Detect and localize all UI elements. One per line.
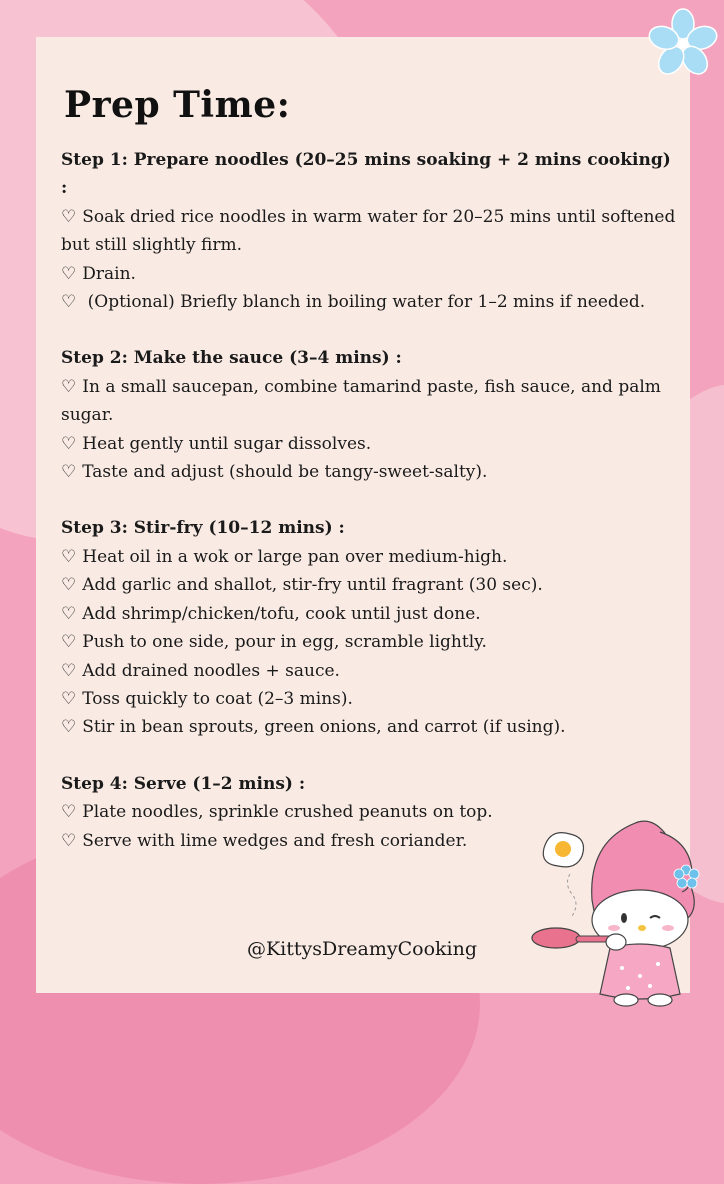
heart-icon: ♡ <box>61 433 77 454</box>
step-heading: Step 4: Serve (1–2 mins) : <box>61 773 306 794</box>
page-title: Prep Time: <box>64 84 291 126</box>
heart-icon: ♡ <box>61 830 77 851</box>
step-1 <box>61 146 681 316</box>
heart-icon: ♡ <box>61 206 77 227</box>
list-item: ♡ Add drained noodles + sauce. <box>61 660 340 681</box>
list-item: ♡ Push to one side, pour in egg, scramble lightly. <box>61 632 487 653</box>
step-3 <box>61 514 681 741</box>
footer-handle: @KittysDreamyCooking <box>246 938 478 960</box>
heart-icon: ♡ <box>61 632 77 653</box>
step-heading: Step 1: Prepare noodles (20–25 mins soaking + 2 mins cooking) : <box>61 150 671 199</box>
heart-icon: ♡ <box>61 376 77 397</box>
list-item: ♡ Plate noodles, sprinkle crushed peanuts on top. <box>61 802 493 823</box>
heart-icon: ♡ <box>61 802 77 823</box>
heart-icon: ♡ <box>61 660 77 681</box>
step-heading: Step 3: Stir-fry (10–12 mins) : <box>61 518 345 539</box>
heart-icon: ♡ <box>61 292 77 313</box>
list-item: ♡ Stir in bean sprouts, green onions, and carrot (if using). <box>61 717 566 738</box>
list-item: ♡ Heat oil in a wok or large pan over medium-high. <box>61 546 508 567</box>
list-item: ♡ Add shrimp/chicken/tofu, cook until just done. <box>61 603 481 624</box>
list-item: ♡ Taste and adjust (should be tangy-sweet-salty). <box>61 462 488 483</box>
heart-icon: ♡ <box>61 688 77 709</box>
list-item: ♡ Add garlic and shallot, stir-fry until fragrant (30 sec). <box>61 575 543 596</box>
heart-icon: ♡ <box>61 263 77 284</box>
egg-icon <box>543 833 583 867</box>
flower-icon <box>648 8 718 78</box>
list-item: ♡ Drain. <box>61 263 136 284</box>
heart-icon: ♡ <box>61 717 77 738</box>
heart-icon: ♡ <box>61 575 77 596</box>
step-heading: Step 2: Make the sauce (3–4 mins) : <box>61 348 402 369</box>
list-item: ♡ Soak dried rice noodles in warm water for 20–25 mins until softened but still slightly firm. <box>61 206 676 256</box>
heart-icon: ♡ <box>61 462 77 483</box>
mascot-chef-icon <box>530 812 710 1012</box>
step-2 <box>61 344 681 486</box>
list-item: ♡ In a small saucepan, combine tamarind paste, fish sauce, and palm sugar. <box>61 376 661 426</box>
recipe-steps <box>61 146 681 883</box>
list-item: ♡ Serve with lime wedges and fresh coriander. <box>61 830 468 851</box>
heart-icon: ♡ <box>61 546 77 567</box>
list-item: ♡ Toss quickly to coat (2–3 mins). <box>61 688 353 709</box>
list-item: ♡ (Optional) Briefly blanch in boiling water for 1–2 mins if needed. <box>61 292 646 313</box>
list-item: ♡ Heat gently until sugar dissolves. <box>61 433 372 454</box>
heart-icon: ♡ <box>61 603 77 624</box>
